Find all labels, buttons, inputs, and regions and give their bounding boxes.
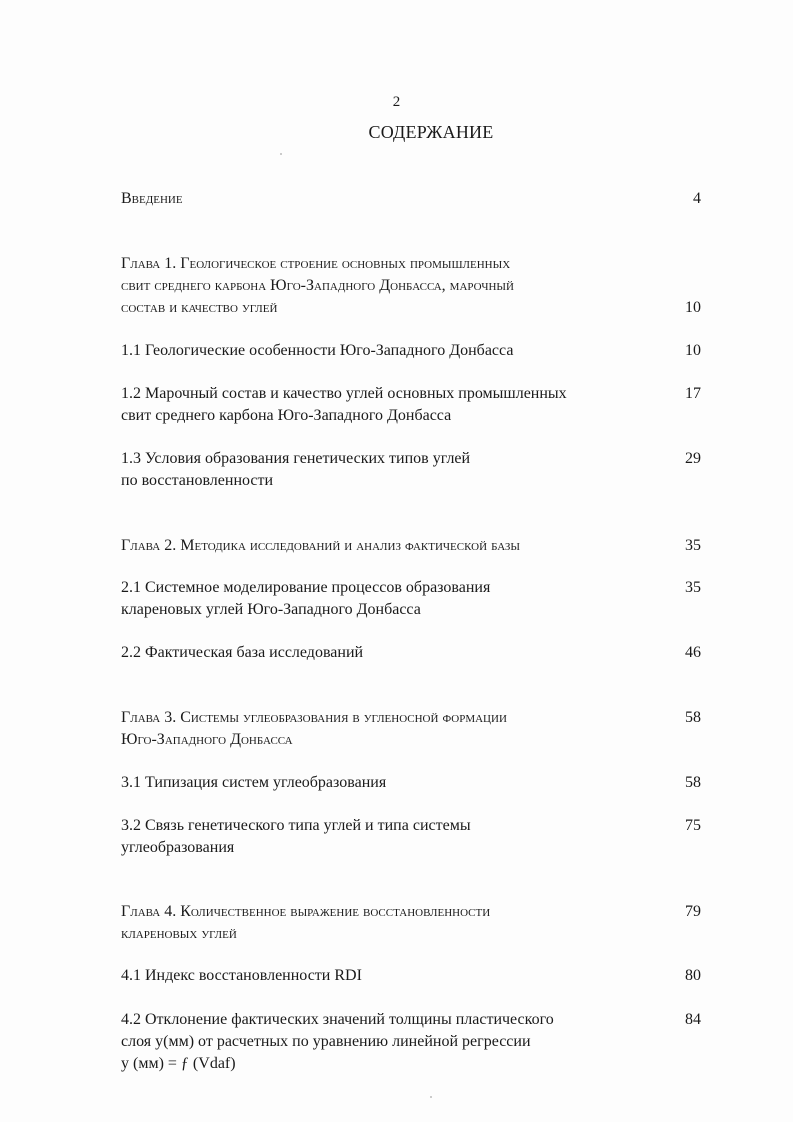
toc-entry-page: 58 bbox=[685, 709, 701, 726]
toc-entry-text: 4.2 Отклонение фактических значений толщины пластического слоя у(мм) от расчетных по уравнению линейной регрессии у (мм) = ƒ (Vdaf) bbox=[121, 1011, 554, 1072]
toc-entry-intro bbox=[121, 188, 701, 210]
toc-entry-section-1-3 bbox=[121, 448, 701, 492]
toc-entry-page: 17 bbox=[685, 385, 701, 402]
toc-entry-chapter-2 bbox=[121, 535, 701, 557]
toc-entry-page: 79 bbox=[685, 903, 701, 920]
toc-entry-section-3-1 bbox=[121, 772, 701, 794]
toc-entry-text: 3.2 Связь генетического типа углей и типа системы углеобразования bbox=[121, 817, 471, 856]
toc-entry-text: 2.1 Системное моделирование процессов образования клареновых углей Юго-Западного Донбасса bbox=[121, 579, 491, 618]
toc-entry-section-1-2 bbox=[121, 383, 701, 427]
toc-entry-page: 10 bbox=[685, 299, 701, 316]
toc-entry-text: 1.2 Марочный состав и качество углей основных промышленных свит среднего карбона Юго-Западного Донбасса bbox=[121, 385, 567, 424]
toc-entry-page: 46 bbox=[685, 644, 701, 661]
toc-entry-text: Глава 3. Системы углеобразования в угленосной формации Юго-Западного Донбасса bbox=[121, 709, 507, 748]
toc-entry-section-1-1 bbox=[121, 340, 701, 362]
toc-entry-chapter-3 bbox=[121, 707, 701, 751]
toc-entry-text: Глава 4. Количественное выражение восстановленности клареновых углей bbox=[121, 903, 491, 942]
toc-entry-page: 29 bbox=[685, 450, 701, 467]
toc-entry-text: 1.3 Условия образования генетических типов углей по восстановленности bbox=[121, 450, 471, 489]
toc-entry-text: 2.2 Фактическая база исследований bbox=[121, 644, 364, 661]
toc-entry-section-4-1 bbox=[121, 965, 701, 987]
toc-entry-section-3-2 bbox=[121, 815, 701, 859]
toc-entry-page: 35 bbox=[685, 579, 701, 596]
toc-entry-text: 3.1 Типизация систем углеобразования bbox=[121, 774, 387, 791]
scan-speck bbox=[430, 1096, 432, 1098]
toc-entry-chapter-4 bbox=[121, 901, 701, 945]
toc-entry-page: 35 bbox=[685, 537, 701, 554]
page-number: 2 bbox=[392, 94, 401, 110]
scan-speck bbox=[280, 153, 282, 155]
toc-entry-page: 10 bbox=[685, 342, 701, 359]
toc-entry-section-2-2 bbox=[121, 642, 701, 664]
toc-entry-text: Введение bbox=[121, 190, 183, 207]
toc-entry-text: 1.1 Геологические особенности Юго-Западного Донбасса bbox=[121, 342, 514, 359]
toc-entry-text: Глава 2. Методика исследований и анализ фактической базы bbox=[121, 537, 521, 554]
toc-entry-section-4-2 bbox=[121, 1009, 701, 1075]
toc-entry-page: 58 bbox=[685, 774, 701, 791]
toc-entry-page: 4 bbox=[693, 190, 701, 207]
page-title: СОДЕРЖАНИЕ bbox=[368, 122, 494, 142]
toc-entry-page: 75 bbox=[685, 817, 701, 834]
toc-entry-text: Глава 1. Геологическое строение основных промышленных свит среднего карбона Юго-Западного Донбасса, марочный состав и качество углей bbox=[121, 255, 514, 316]
toc-entry-section-2-1 bbox=[121, 577, 701, 621]
toc-entry-chapter-1 bbox=[121, 253, 701, 319]
toc-entry-text: 4.1 Индекс восстановленности RDI bbox=[121, 967, 362, 984]
toc-entry-page: 84 bbox=[685, 1011, 701, 1028]
toc-entry-page: 80 bbox=[685, 967, 701, 984]
